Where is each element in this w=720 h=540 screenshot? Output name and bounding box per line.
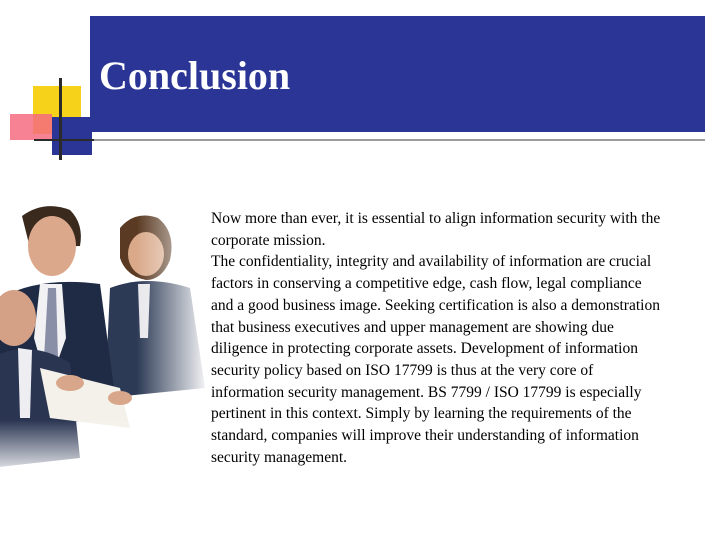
slide-title: Conclusion xyxy=(99,53,291,98)
decor-square-blue xyxy=(52,117,92,155)
decor-square-red xyxy=(10,114,52,140)
business-people-photo xyxy=(0,188,210,478)
paragraph-1: Now more than ever, it is essential to align information security with the corporate mission. xyxy=(211,210,661,249)
decor-vertical-line xyxy=(59,78,62,160)
paragraph-2: The confidentiality, integrity and availability of information are crucial factors in conserving a competitive edge, cash flow, legal compliance and a good business image. Seeking certification is also a demonstration that business executives and upper management are showing due diligence in protecting corporate assets. Development of information security policy based on ISO 17799 is thus at the very core of information security management. BS 7799 / ISO 17799 is especially pertinent in this context. Simply by learning the requirements of the standard, companies will improve their understanding of information security management. xyxy=(211,253,660,466)
body-text xyxy=(211,208,661,468)
decor-horizontal-line xyxy=(34,139,94,141)
title-rule xyxy=(34,139,705,141)
